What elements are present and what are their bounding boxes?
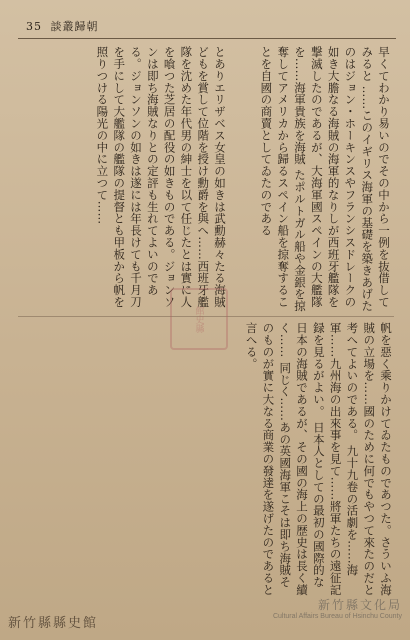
footer-watermark-left: 新竹縣縣史館	[8, 616, 99, 631]
page-number: 35	[26, 20, 42, 33]
header-rule	[18, 38, 396, 39]
footer-watermark-right: 新竹縣文化局	[317, 598, 402, 612]
page-header	[26, 18, 226, 34]
text-column-left: とありエリザベス女皇の如きは武勳赫々たる海賊どもを賞して位階を授け勳爵を與へ……西班牙艦隊を沈めた年代男の紳士を以て任じたとは實に人を喰つた芝居の配役の如きものである。ジョンソンは即ち海賊なりとの定評も生れてよいのである。ジョンソンの如きは遂には年長けても千月刀を手にして大艦隊の艦隊の提督とも甲板から帆を照りつける陽光の中に立つて……	[95, 46, 227, 308]
running-title: 談叢歸朝	[50, 20, 99, 33]
library-stamp	[170, 288, 228, 350]
text-column-right: 早くてわかり易いのでその中から一例を抜借してみると ……このイギリス海軍の基礎を築きあげたのはジョン・ホーキンスやフランシスドレークの如き大膽なる海賊の海軍的なりしが西班牙艦隊を撃滅したのであるが、大海軍國スペインの大艦隊を……海軍貴族を海賊 たポルトガル船や金銀を掠奪してアメリカから歸るスペイン船を掠奪することを自國の商賣としてゐたのである	[259, 46, 391, 312]
text-column-bottom: 帆を惡く乘りかけてゐたものであつた。さういふ海賊の立場を……國のために何でもやつて來たのだと考へてよいのである。 九十九卷の活劇を……海軍……九州海の出來事を見て……將軍たちの遠征記録を見るがよい。 日本人としての最初の國際的な日本の海賊であるが、その國の海上の歴史は長く續く…… 同じく……あの英國海軍こそは即ち海賊そのものが實に大なる商業の發達を遂げたのであると言へる。	[244, 322, 393, 596]
footer-watermark-subtitle: Cultural Affairs Bureau of Hsinchu County	[272, 613, 402, 620]
stamp-text: 館史縣	[193, 305, 204, 333]
